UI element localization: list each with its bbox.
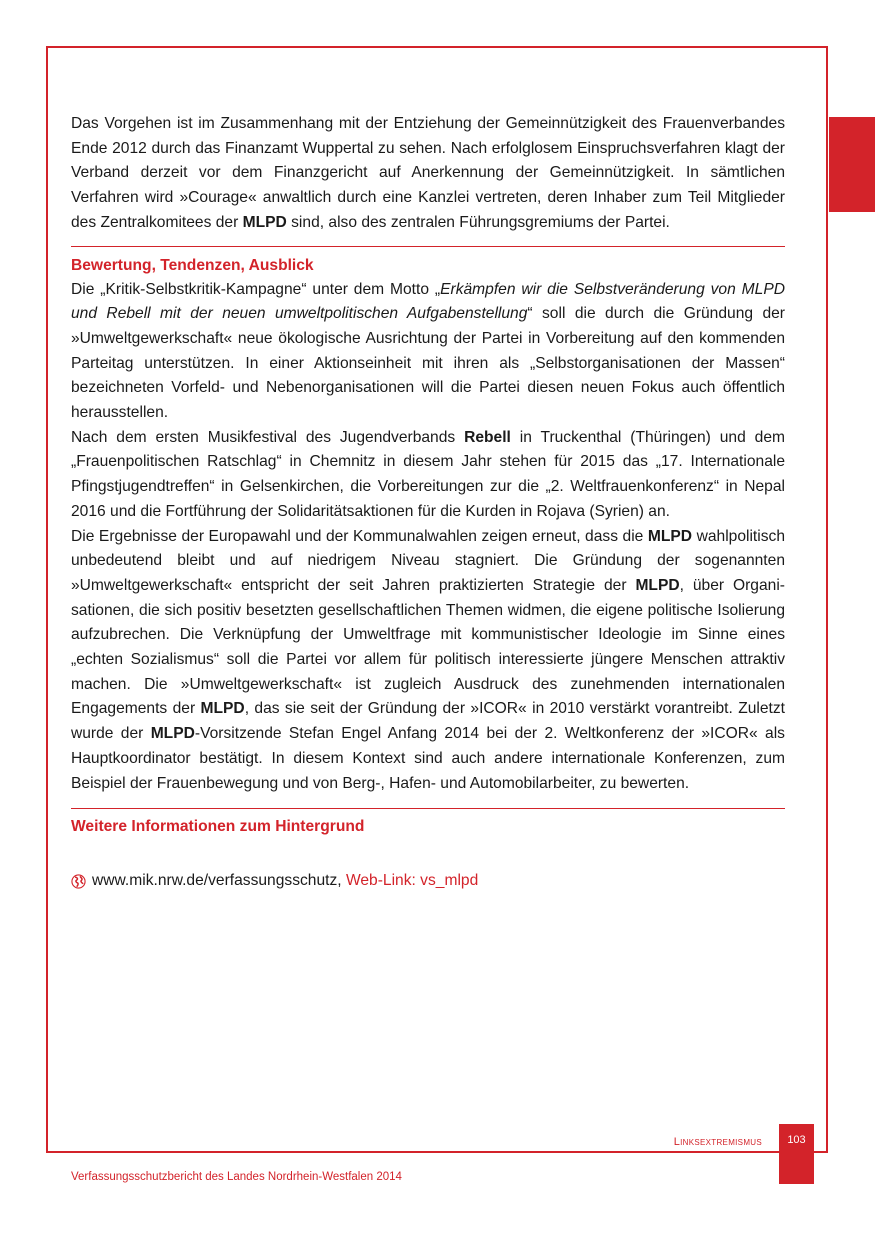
section-heading-assessment: Bewertung, Tendenzen, Ausblick: [71, 256, 314, 274]
section-divider: [71, 246, 785, 247]
motto-italic: Erkämpfen wir die Selbstveränderung von MLPD und Rebell mit der neuen umweltpolitischen Aufgabenstellung: [71, 280, 785, 323]
mlpd-bold: MLPD: [200, 700, 245, 718]
mlpd-bold: MLPD: [635, 576, 680, 594]
paragraph-2: Die „Kritik-Selbstkritik-Kampagne“ unter dem Motto „Erkämpfen wir die Selbstveränderung von MLPD und Rebell mit der neuen umweltpolitischen Aufgabenstellung“ soll die durch die Gründung der »Umweltgewerkschaft« neue ökologische Ausrichtung der Partei in Vorbereitung auf den kommenden Parteitag unterstützen. In einer Aktionseinheit mit ihren als „Selbstorganisationen der Massen“ bezeichneten Vorfeld- und Nebenorganisationen will die Partei diesen neuen Fokus auch öffentlich herausstellen.: [71, 280, 785, 422]
footer-section-label: Linksextremismus: [673, 1136, 762, 1148]
paragraph-3: Nach dem ersten Musikfestival des Jugendverbands Rebell in Truckenthal (Thüringen) und dem „Frauenpolitischen Ratschlag“ in Chemnitz in diesem Jahr stehen für 2015 das „17. Internationale Pfingstjugendtreffen“ in Gelsenkirchen, die Vorbereitungen zur die „2. Weltfrauenkonferenz“ in Nepal 2016 und die Fortführung der Solidaritätsaktionen für die Kurden in Rojava (Syrien) an.: [71, 428, 785, 520]
link-separator: ,: [337, 872, 346, 890]
mlpd-bold: MLPD: [150, 725, 195, 743]
section-divider: [71, 808, 785, 809]
mlpd-bold: MLPD: [647, 527, 693, 545]
chapter-side-tab: [829, 117, 875, 212]
mlpd-bold: MLPD: [242, 213, 287, 231]
link-line: [71, 869, 785, 894]
rebell-bold: Rebell: [464, 428, 511, 446]
main-content: [71, 112, 785, 894]
page-number: 103: [787, 1134, 806, 1146]
url-link[interactable]: www.mik.nrw.de/verfassungsschutz: [92, 872, 338, 890]
paragraph-1: Das Vorgehen ist im Zusammenhang mit der Entziehung der Gemeinnützigkeit des Frauenverbandes Ende 2012 durch das Finanzamt Wuppertal zu sehen. Nach erfolglosem Einspruchsverfahren klagt der Verband derzeit vor dem Finanzgericht auf Anerkennung der Gemeinnützigkeit. In sämtlichen Verfahren wird »Courage« anwaltlich durch eine Kanzlei vertreten, deren Inhaber zum Teil Mitglieder des Zentralkomitees der MLPD sind, also des zentralen Führungsgremiums der Partei.: [71, 115, 785, 231]
section-heading-further-info: Weitere Informationen zum Hintergrund: [71, 818, 365, 836]
footer-publication-title: Verfassungsschutzbericht des Landes Nordrhein-Westfalen 2014: [71, 1171, 402, 1183]
weblink[interactable]: Web-Link: vs_mlpd: [345, 872, 479, 890]
globe-icon: [71, 874, 86, 889]
paragraph-4: Die Ergebnisse der Europawahl und der Kommunalwahlen zeigen erneut, dass die MLPD wahlpolitisch unbedeutend bleibt und auf niedrigem Niveau stagniert. Die Gründung der sogenannten »Umweltgewerkschaft« entspricht der seit Jahren praktizierten Strategie der MLPD, über Organisationen, die sich positiv besetzten gesellschaftlichen Themen widmen, die eigene politische Isolierung aufzubrechen. Die Verknüpfung der Umweltfrage mit kommunistischer Ideologie im Sinne eines „echten Sozialismus“ soll die Partei vor allem für politisch interessierte jüngere Menschen attraktiv machen. Die »Umweltgewerkschaft« ist zugleich Ausdruck des zunehmenden internationalen Engagements der MLPD, das sie seit der Gründung der »ICOR« in 2010 verstärkt vorantreibt. Zuletzt wurde der MLPD-Vorsitzende Stefan Engel Anfang 2014 bei der 2. Weltkonferenz der »ICOR« als Hauptkoordinator bestätigt. In diesem Kontext sind auch andere internationale Konferenzen, zum Beispiel der Frauenbewegung und von Berg-, Hafen- und Automobilarbeiter, zu bewerten.: [71, 527, 786, 792]
page-number-box: [779, 1124, 814, 1184]
